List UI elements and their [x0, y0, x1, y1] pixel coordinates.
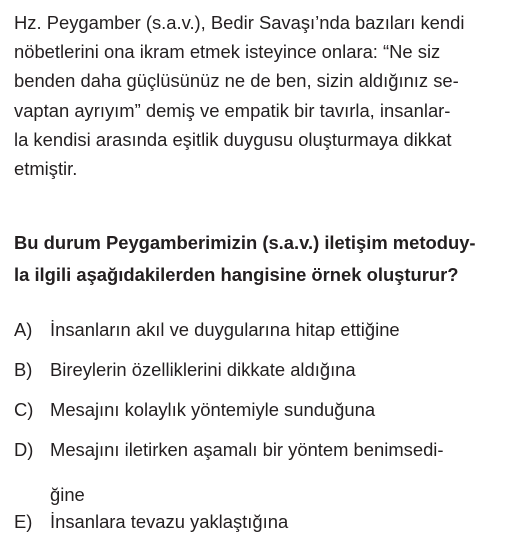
option-text: [50, 508, 288, 535]
option-e[interactable]: [14, 508, 288, 535]
option-text-line: İnsanların akıl ve duygularına hitap ettiğine: [50, 319, 400, 340]
passage-line: la kendisi arasında eşitlik duygusu oluşturmaya dikkat: [14, 128, 452, 150]
option-text: [50, 396, 375, 423]
option-text-line: İnsanlara tevazu yaklaştığına: [50, 511, 289, 532]
option-b[interactable]: [14, 356, 356, 383]
option-d[interactable]: [14, 436, 444, 508]
option-a[interactable]: [14, 316, 400, 343]
passage-line: Hz. Peygamber (s.a.v.), Bedir Savaşı’nda bazıları kendi: [14, 12, 465, 33]
option-c[interactable]: [14, 396, 375, 423]
passage-line: vaptan ayrıyım” demiş ve empatik bir tavırla, insanlar-: [14, 99, 451, 121]
option-text: [50, 436, 444, 508]
option-text-line: Mesajını kolaylık yöntemiyle sunduğuna: [50, 399, 376, 420]
question-stem: [14, 227, 508, 291]
question-line: Bu durum Peygamberimizin (s.a.v.) iletişim metoduy-: [14, 232, 476, 253]
option-letter: E): [14, 511, 33, 532]
passage-line: nöbetlerini ona ikram etmek isteyince onlara: “Ne siz: [14, 41, 441, 63]
option-text: [50, 316, 400, 343]
passage-text: [14, 8, 508, 183]
option-text: [50, 356, 356, 383]
question-line: la ilgili aşağıdakilerden hangisine örnek oluşturur?: [14, 264, 459, 285]
option-letter: A): [14, 319, 33, 340]
option-text-line: Mesajını iletirken aşamalı bir yöntem benimsedi-: [50, 439, 444, 460]
option-letter: D): [14, 439, 34, 460]
option-letter: B): [14, 359, 33, 380]
passage-line: etmiştir.: [14, 158, 78, 180]
option-text-line: Bireylerin özelliklerini dikkate aldığına: [50, 359, 356, 380]
option-letter: C): [14, 399, 34, 420]
option-text-line: ğine: [50, 484, 85, 505]
passage-line: benden daha güçlüsünüz ne de ben, sizin aldığınız se-: [14, 70, 459, 92]
